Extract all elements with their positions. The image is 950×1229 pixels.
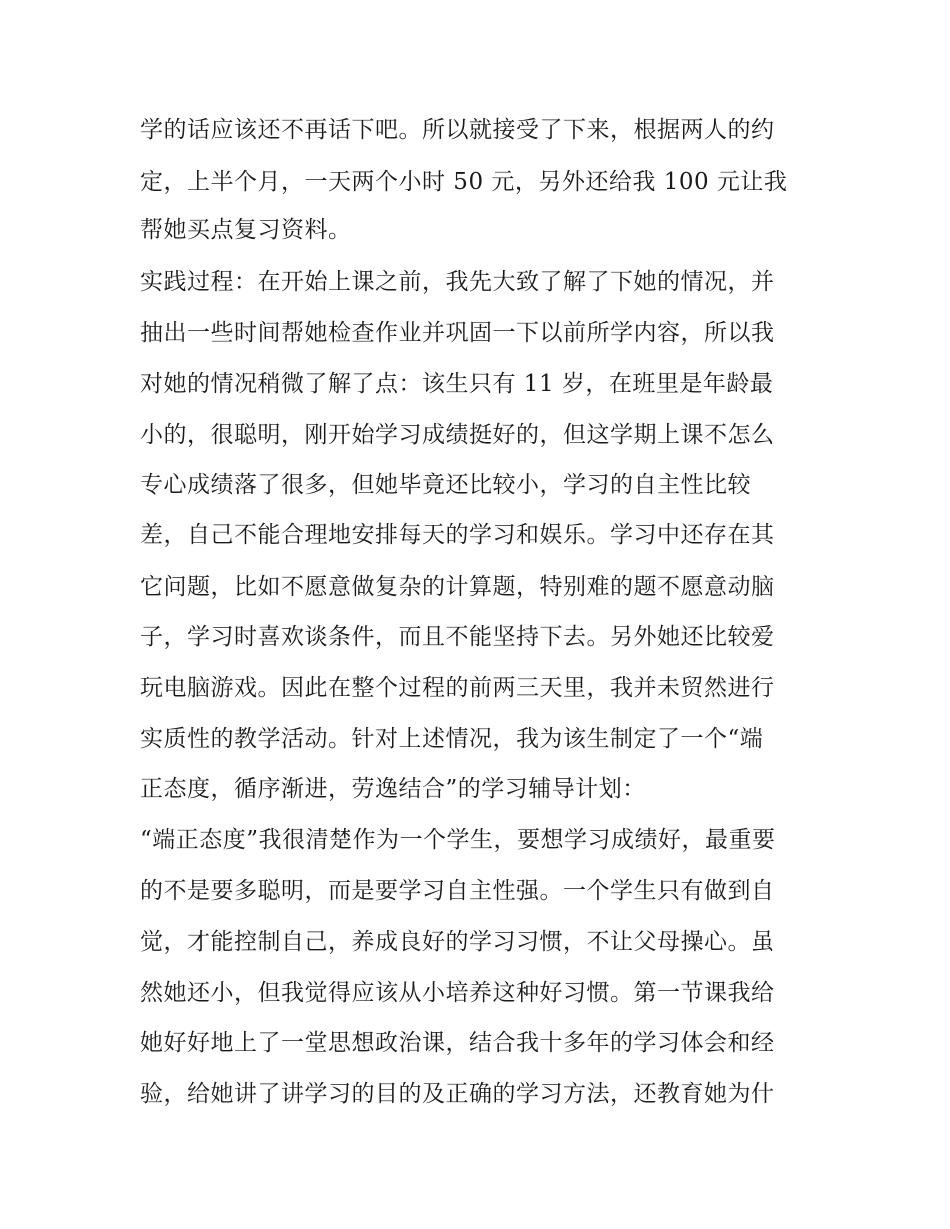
text-line-3: 帮她买点复习资料。	[140, 217, 352, 243]
text-line-4: 实践过程：在开始上课之前，我先大致了解了下她的情况，并	[140, 269, 775, 295]
text-line-13: 实质性的教学活动。针对上述情况，我为该生制定了一个“端	[140, 726, 764, 752]
text-line-17: 觉，才能控制自己，养成良好的学习习惯，不让父母操心。虽	[140, 929, 775, 955]
text-line-2: 定，上半个月，一天两个小时 50 元，另外还给我 100 元让我	[140, 169, 788, 195]
text-line-19: 她好好地上了一堂思想政治课，结合我十多年的学习体会和经	[140, 1030, 775, 1056]
text-line-11: 子，学习时喜欢谈条件，而且不能坚持下去。另外她还比较爱	[140, 624, 775, 650]
text-line-7: 小的，很聪明，刚开始学习成绩挺好的，但这学期上课不怎么	[140, 422, 775, 448]
text-line-15: “端正态度”我很清楚作为一个学生，要想学习成绩好，最重要	[140, 827, 776, 853]
text-line-16: 的不是要多聪明，而是要学习自主性强。一个学生只有做到自	[140, 878, 775, 904]
text-line-6: 对她的情况稍微了解了点：该生只有 11 岁，在班里是年龄最	[140, 371, 774, 397]
text-line-5: 抽出一些时间帮她检查作业并巩固一下以前所学内容，所以我	[140, 320, 775, 346]
text-line-18: 然她还小，但我觉得应该从小培养这种好习惯。第一节课我给	[140, 980, 775, 1006]
text-line-9: 差，自己不能合理地安排每天的学习和娱乐。学习中还存在其	[140, 522, 775, 548]
text-line-1: 学的话应该还不再话下吧。所以就接受了下来，根据两人的约	[140, 117, 775, 143]
text-line-14: 正态度，循序渐进，劳逸结合”的学习辅导计划：	[140, 776, 646, 802]
text-line-8: 专心成绩落了很多，但她毕竟还比较小，学习的自主性比较	[140, 472, 751, 498]
text-line-12: 玩电脑游戏。因此在整个过程的前两三天里，我并未贸然进行	[140, 675, 775, 701]
text-line-10: 它问题，比如不愿意做复杂的计算题，特别难的题不愿意动脑	[140, 574, 775, 600]
text-line-20: 验，给她讲了讲学习的目的及正确的学习方法，还教育她为什	[140, 1081, 775, 1107]
